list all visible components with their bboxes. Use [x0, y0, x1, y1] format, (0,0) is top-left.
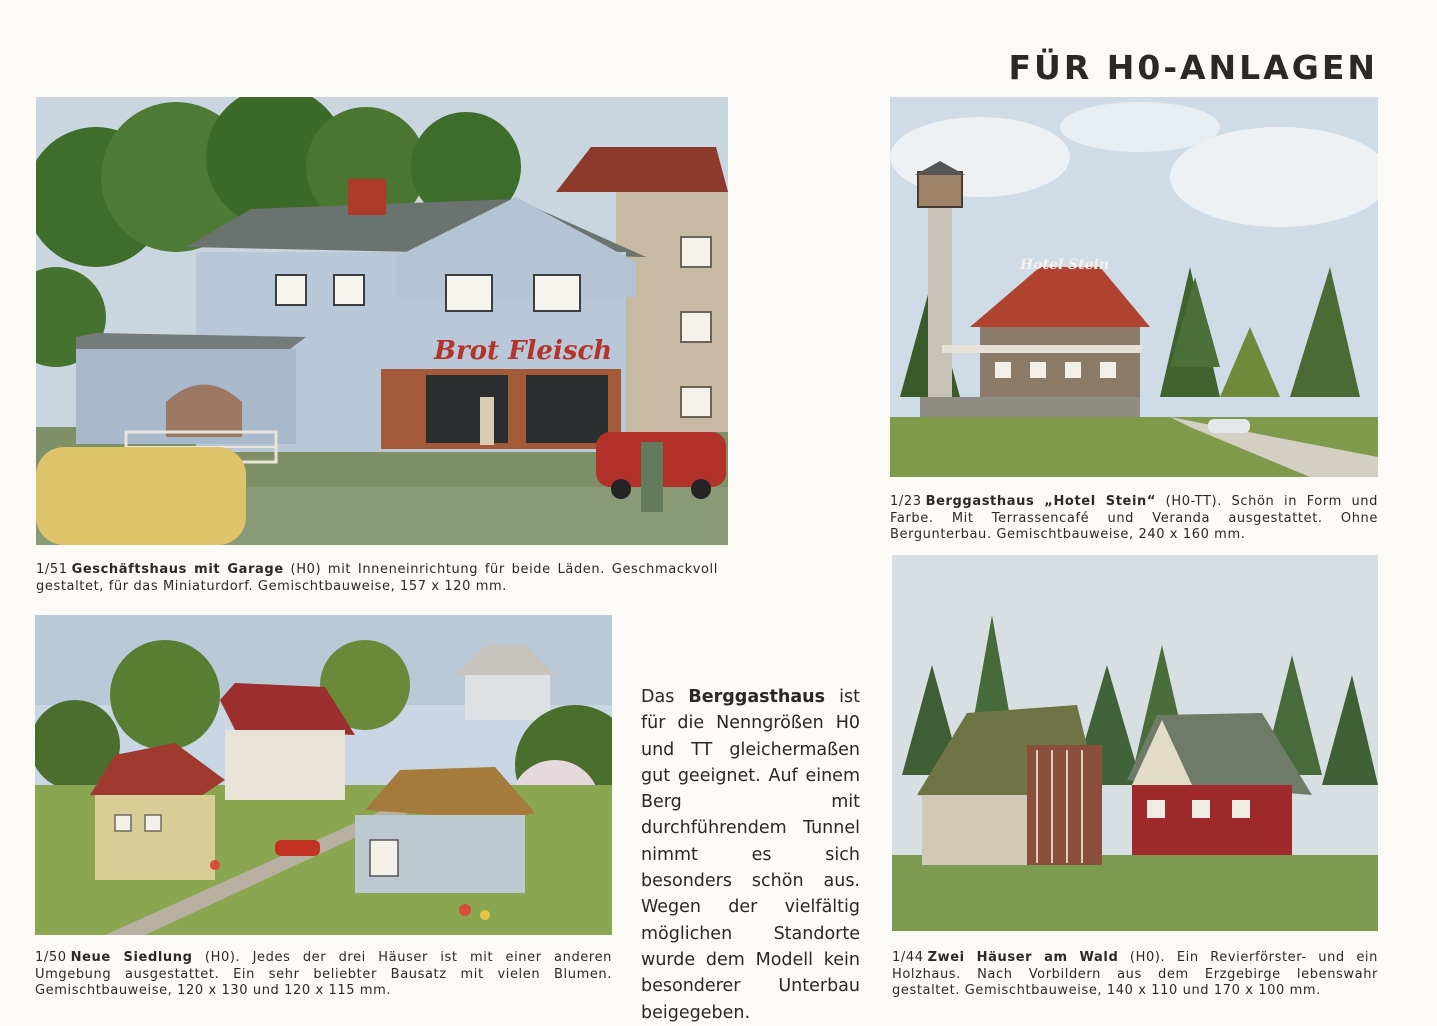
product-number: 1/51 [36, 562, 68, 577]
hotel-sign: Hotel Stein [1020, 257, 1110, 273]
caption-neue-siedlung [35, 950, 612, 1000]
product-name: Neue Siedlung [70, 950, 193, 965]
body-text-rest: ist für die Nenngrößen H0 und TT gleichermaßen gut geeignet. Auf einem Berg mit durchführendem Tunnel nimmt es sich besonders schön aus. Wegen der vielfältig möglichen Standorte wurde dem Modell kein besonderer Unterbau beigegeben. [641, 687, 860, 1023]
caption-geschaeftshaus [36, 562, 718, 595]
berggasthaus-text [641, 684, 860, 1026]
product-description: (H0). Jedes der drei Häuser ist mit einer anderen Umgebung ausgestattet. Ein sehr beliebter Bausatz mit vielen Blumen. Gemischtbauweise, 120 x 130 und 120 x 115 mm. [35, 950, 613, 998]
product-description: (H0-TT). Schön in Form und Farbe. Mit Terrassencafé und Veranda ausgestattet. Ohne Bergunterbau. Gemischtbauweise, 240 x 160 mm. [890, 494, 1379, 542]
page-title: FÜR H0-ANLAGEN [1008, 48, 1378, 87]
product-name: Berggasthaus „Hotel Stein“ [925, 494, 1157, 509]
photo-zwei-haeuser [892, 555, 1378, 931]
product-name: Zwei Häuser am Wald [927, 950, 1119, 965]
product-number: 1/44 [892, 950, 924, 965]
body-text-intro: Das [641, 687, 689, 707]
product-description: (H0). Ein Revierförster- und ein Holzhaus. Nach Vorbildern aus dem Erzgebirge lebenswahr gestaltet. Gemischtbauweise, 140 x 110 und 170 x 100 mm. [892, 950, 1378, 998]
product-number: 1/50 [35, 950, 67, 965]
product-name: Geschäftshaus mit Garage [71, 562, 284, 577]
photo-hotel-stein [890, 97, 1378, 477]
photo-geschaeftshaus [36, 97, 728, 545]
product-number: 1/23 [890, 494, 922, 509]
body-text-bold: Berggasthaus [688, 687, 826, 707]
photo-neue-siedlung [35, 615, 612, 935]
caption-hotel-stein [890, 494, 1378, 544]
caption-zwei-haeuser [892, 950, 1378, 1000]
shop-sign: Brot Fleisch [434, 336, 613, 366]
product-description: (H0) mit Inneneinrichtung für beide Läden. Geschmackvoll gestaltet, für das Miniaturdorf. Gemischtbauweise, 157 x 120 mm. [36, 562, 718, 594]
